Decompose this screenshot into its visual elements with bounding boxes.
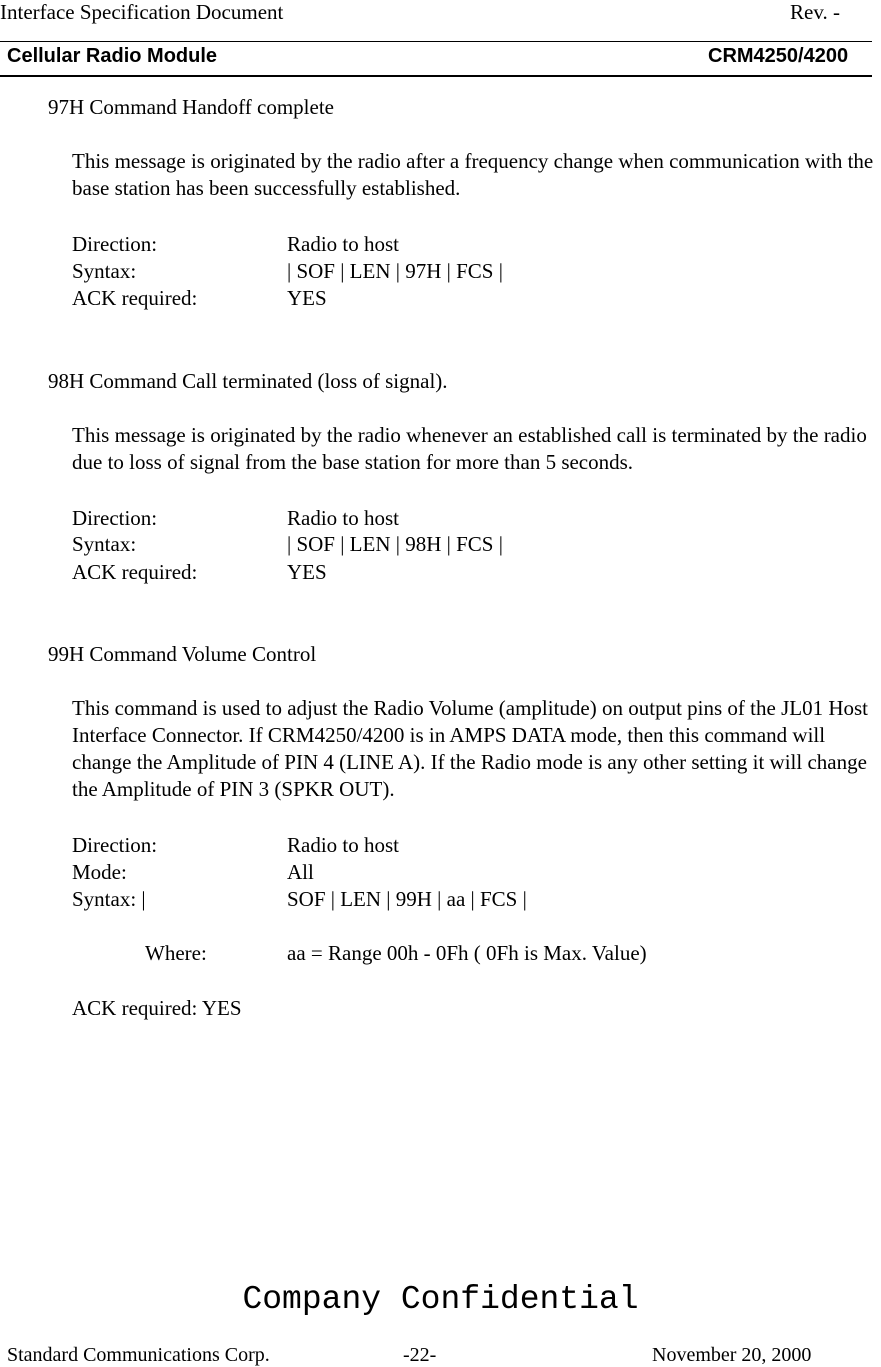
field-value-ack: YES (287, 560, 327, 584)
field-value-direction: Radio to host (287, 232, 400, 256)
field-value-ack: YES (287, 286, 327, 310)
field-value-syntax: | SOF | LEN | 97H | FCS | (287, 259, 503, 283)
header-rule-bottom (0, 75, 872, 77)
model-number: CRM4250/4200 (708, 45, 849, 67)
field-key-syntax: Syntax: (72, 532, 137, 556)
field-value-direction: Radio to host (287, 833, 400, 857)
field-key-mode: Mode: (72, 860, 127, 884)
footer-company: Standard Communications Corp. (7, 1344, 270, 1366)
footer-page-number: -22- (403, 1344, 437, 1366)
field-value-syntax: | SOF | LEN | 98H | FCS | (287, 532, 503, 556)
confidential-watermark: Company Confidential (242, 1281, 639, 1318)
where-value: aa = Range 00h - 0Fh ( 0Fh is Max. Value) (287, 941, 647, 965)
header-rule-top (0, 41, 872, 42)
section-heading-99h: 99H Command Volume Control (48, 642, 317, 666)
where-label: Where: (145, 941, 207, 965)
section-heading-98h: 98H Command Call terminated (loss of signal). (48, 369, 448, 393)
field-key-direction: Direction: (72, 833, 158, 857)
section-description-98h: This message is originated by the radio whenever an established call is terminated by the radio due to loss of signal from the base station for more than 5 seconds. (72, 423, 867, 474)
section-description-99h: This command is used to adjust the Radio Volume (amplitude) on output pins of the JL01 Host Interface Connector. If CRM4250/4200 is in AMPS DATA mode, then this command will change the Amplitude of PIN 4 (LINE A). If the Radio mode is any other setting it will change the Amplitude of PIN 3 (SPKR OUT). (72, 696, 868, 801)
field-key-syntax: Syntax: (72, 259, 137, 283)
module-name: Cellular Radio Module (7, 45, 218, 67)
field-key-syntax: Syntax: | (72, 887, 146, 911)
revision-label: Rev. - (790, 0, 840, 24)
field-key-direction: Direction: (72, 232, 158, 256)
field-value-direction: Radio to host (287, 506, 400, 530)
ack-required-line: ACK required: YES (72, 996, 242, 1020)
field-value-syntax: SOF | LEN | 99H | aa | FCS | (287, 887, 527, 911)
field-key-ack: ACK required: (72, 286, 198, 310)
section-description-97h: This message is originated by the radio after a frequency change when communication with the base station has been successfully established. (72, 149, 874, 200)
field-value-mode: All (287, 860, 314, 884)
field-key-direction: Direction: (72, 506, 158, 530)
section-heading-97h: 97H Command Handoff complete (48, 95, 334, 119)
footer-date: November 20, 2000 (652, 1344, 812, 1366)
field-key-ack: ACK required: (72, 560, 198, 584)
doc-title: Interface Specification Document (0, 0, 284, 24)
